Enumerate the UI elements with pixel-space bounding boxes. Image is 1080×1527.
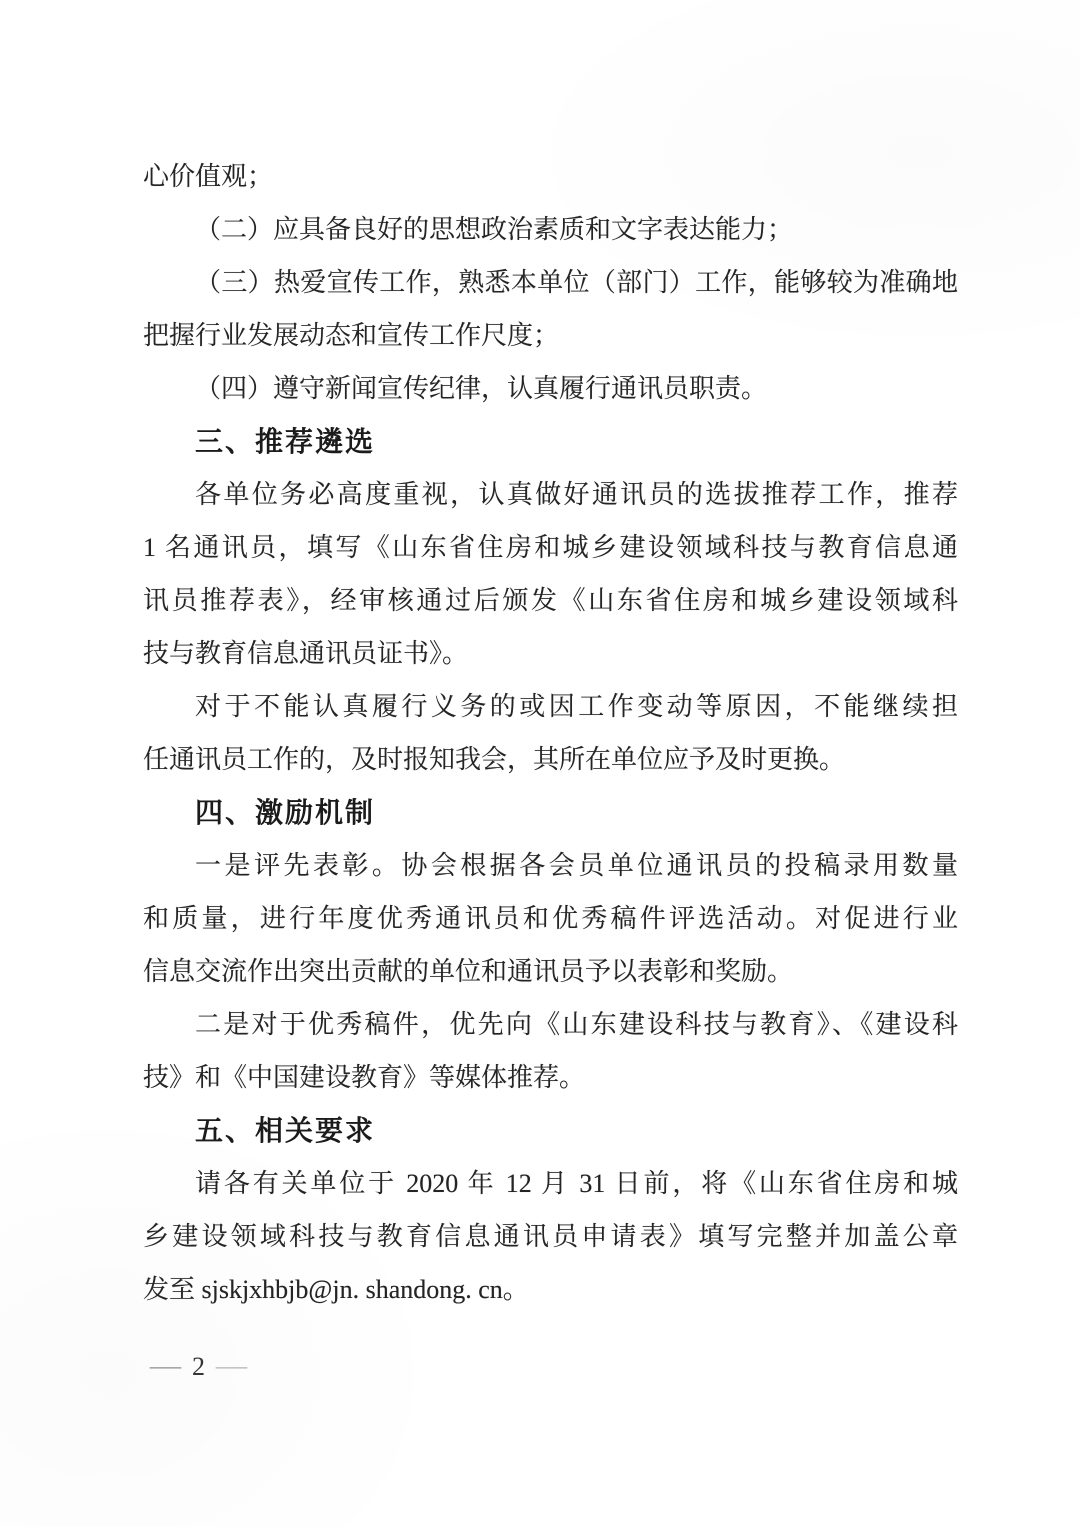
text-line: （三）热爱宣传工作，熟悉本单位（部门）工作，能够较为准确地	[195, 268, 958, 297]
text-line: 把握行业发展动态和宣传工作尺度；	[143, 321, 560, 350]
text-line: 对于不能认真履行义务的或因工作变动等原因，不能继续担	[195, 692, 958, 721]
text-line: 技》和《中国建设教育》等媒体推荐。	[143, 1063, 586, 1092]
email-line: 发至 sjskjxhbjb@jn. shandong. cn。	[143, 1275, 529, 1304]
page-dash-right: —	[215, 1353, 248, 1380]
text-line: 技与教育信息通讯员证书》。	[143, 639, 469, 668]
page-dash-left: —	[149, 1353, 182, 1380]
document-body	[143, 150, 958, 1316]
section-heading: 三、推荐遴选	[195, 426, 376, 457]
section-heading: 四、激励机制	[195, 797, 376, 828]
text-line: 信息交流作出突出贡献的单位和通讯员予以表彰和奖励。	[143, 957, 794, 986]
section-heading: 五、相关要求	[195, 1115, 376, 1146]
text-line: 讯员推荐表》，经审核通过后颁发《山东省住房和城乡建设领域科	[143, 586, 958, 615]
text-line: 乡建设领域科技与教育信息通讯员申请表》填写完整并加盖公章	[143, 1222, 958, 1251]
text-line: （四）遵守新闻宣传纪律，认真履行通讯员职责。	[195, 374, 768, 403]
text-line: 一是评先表彰。协会根据各会员单位通讯员的投稿录用数量	[195, 851, 958, 880]
text-line: 1 名通讯员，填写《山东省住房和城乡建设领域科技与教育信息通	[143, 533, 958, 562]
page-number: 2	[192, 1352, 205, 1381]
text-line: 任通讯员工作的，及时报知我会，其所在单位应予及时更换。	[143, 745, 846, 774]
text-line: 二是对于优秀稿件，优先向《山东建设科技与教育》、《建设科	[195, 1010, 958, 1039]
text-line: 心价值观；	[143, 162, 274, 191]
text-line: 请各有关单位于 2020 年 12 月 31 日前，将《山东省住房和城	[195, 1169, 958, 1198]
page-footer	[149, 1350, 248, 1384]
text-line: 各单位务必高度重视，认真做好通讯员的选拔推荐工作，推荐	[195, 480, 958, 509]
text-line: （二）应具备良好的思想政治素质和文字表达能力；	[195, 215, 794, 244]
text-line: 和质量，进行年度优秀通讯员和优秀稿件评选活动。对促进行业	[143, 904, 958, 933]
